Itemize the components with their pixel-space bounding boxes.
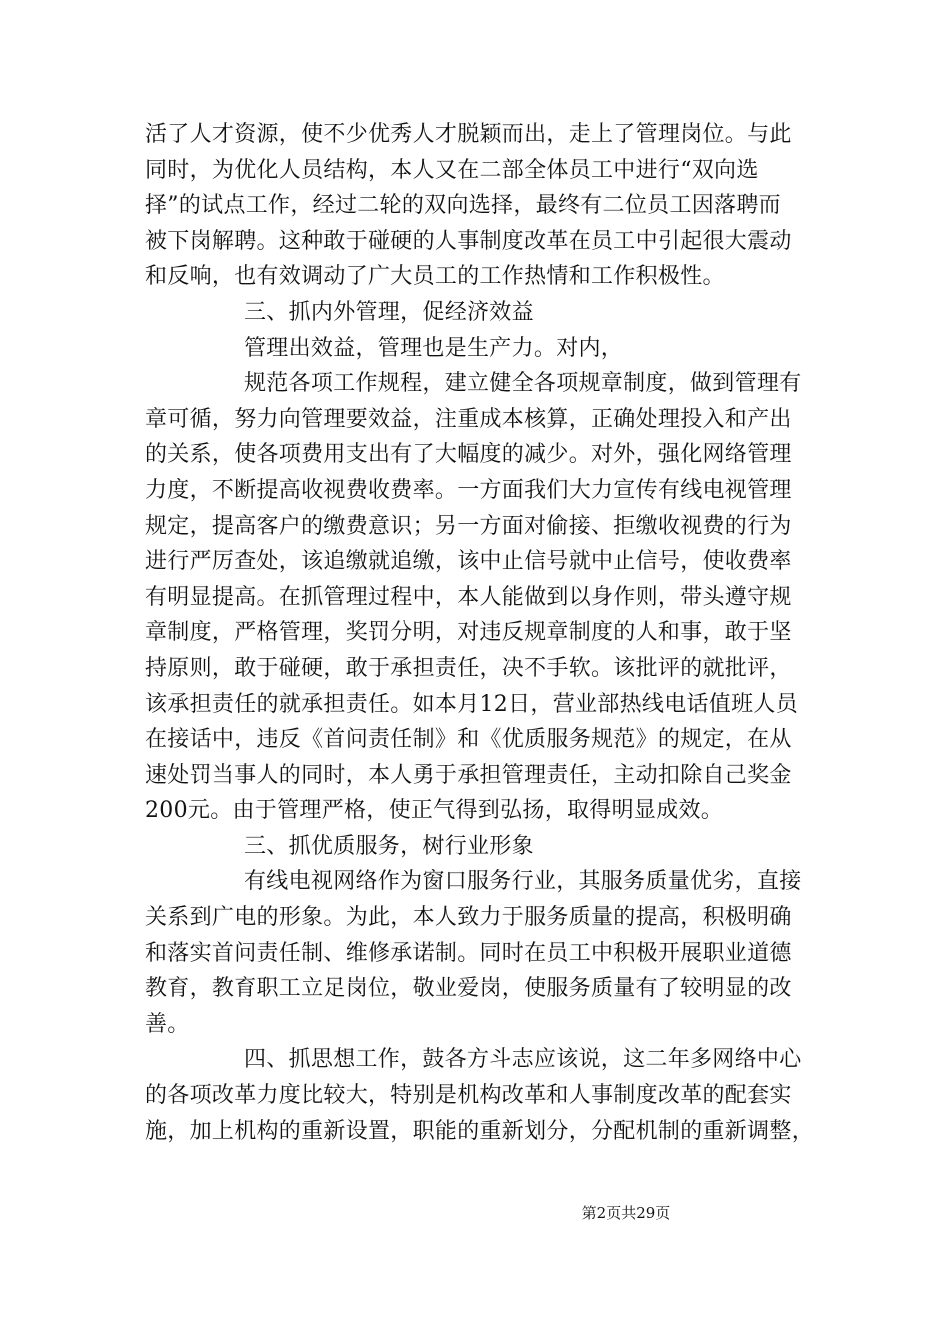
text-line: 施，加上机构的重新设置，职能的重新划分，分配机制的重新调整， bbox=[145, 1118, 815, 1144]
text-line: 章制度，严格管理，奖罚分明，对违反规章制度的人和事，敢于坚 bbox=[145, 620, 792, 646]
text-line: 管理出效益，管理也是生产力。对内， bbox=[244, 335, 624, 361]
text-line: 在接话中，违反《首问责任制》和《优质服务规范》的规定，在从 bbox=[145, 727, 792, 753]
text-line: 有线电视网络作为窗口服务行业，其服务质量优劣，直接 bbox=[244, 869, 802, 895]
text-line: 和落实首问责任制、维修承诺制。同时在员工中积极开展职业道德 bbox=[145, 940, 792, 966]
text-line: 和反响，也有效调动了广大员工的工作热情和工作积极性。 bbox=[145, 264, 725, 290]
text-line: 进行严厉查处，该追缴就追缴，该中止信号就中止信号，使收费率 bbox=[145, 549, 792, 575]
text-line: 持原则，敢于碰硬，敢于承担责任，决不手软。该批评的就批评， bbox=[145, 655, 792, 681]
text-line: 有明显提高。在抓管理过程中，本人能做到以身作则，带头遵守规 bbox=[145, 584, 792, 610]
text-line: 速处罚当事人的同时，本人勇于承担管理责任，主动扣除自己奖金 bbox=[145, 762, 792, 788]
document-body bbox=[145, 117, 815, 1149]
text-line: 教育，教育职工立足岗位，敬业爱岗，使服务质量有了较明显的改 bbox=[145, 976, 792, 1002]
text-line: 活了人才资源，使不少优秀人才脱颖而出，走上了管理岗位。与此 bbox=[145, 122, 792, 147]
text-line: 该承担责任的就承担责任。如本月12日，营业部热线电话值班人员 bbox=[145, 691, 798, 717]
section-heading: 四、抓思想工作，鼓各方斗志应该说，这二年多网络中心 bbox=[244, 1047, 802, 1073]
text-line: 同时，为优化人员结构，本人又在二部全体员工中进行“双向选 bbox=[145, 157, 759, 183]
text-line: 的各项改革力度比较大，特别是机构改革和人事制度改革的配套实 bbox=[145, 1083, 792, 1109]
text-line: 规定，提高客户的缴费意识；另一方面对偷接、拒缴收视费的行为 bbox=[145, 513, 792, 539]
page-number: 第2页共29页 bbox=[581, 1204, 671, 1222]
text-line: 200元。由于管理严格，使正气得到弘扬，取得明显成效。 bbox=[145, 798, 724, 824]
section-heading: 三、抓优质服务，树行业形象 bbox=[244, 833, 534, 859]
text-line: 规范各项工作规程，建立健全各项规章制度，做到管理有 bbox=[244, 371, 802, 397]
text-line: 关系到广电的形象。为此，本人致力于服务质量的提高，积极明确 bbox=[145, 905, 792, 931]
text-line: 的关系，使各项费用支出有了大幅度的减少。对外，强化网络管理 bbox=[145, 442, 792, 468]
text-line: 力度，不断提高收视费收费率。一方面我们大力宣传有线电视管理 bbox=[145, 477, 792, 503]
text-line: 章可循，努力向管理要效益，注重成本核算，正确处理投入和产出 bbox=[145, 406, 792, 432]
section-heading: 三、抓内外管理，促经济效益 bbox=[244, 299, 534, 325]
text-line: 择”的试点工作，经过二轮的双向选择，最终有二位员工因落聘而 bbox=[145, 193, 781, 219]
text-line: 被下岗解聘。这种敢于碰硬的人事制度改革在员工中引起很大震动 bbox=[145, 228, 792, 254]
text-line: 善。 bbox=[145, 1011, 190, 1037]
